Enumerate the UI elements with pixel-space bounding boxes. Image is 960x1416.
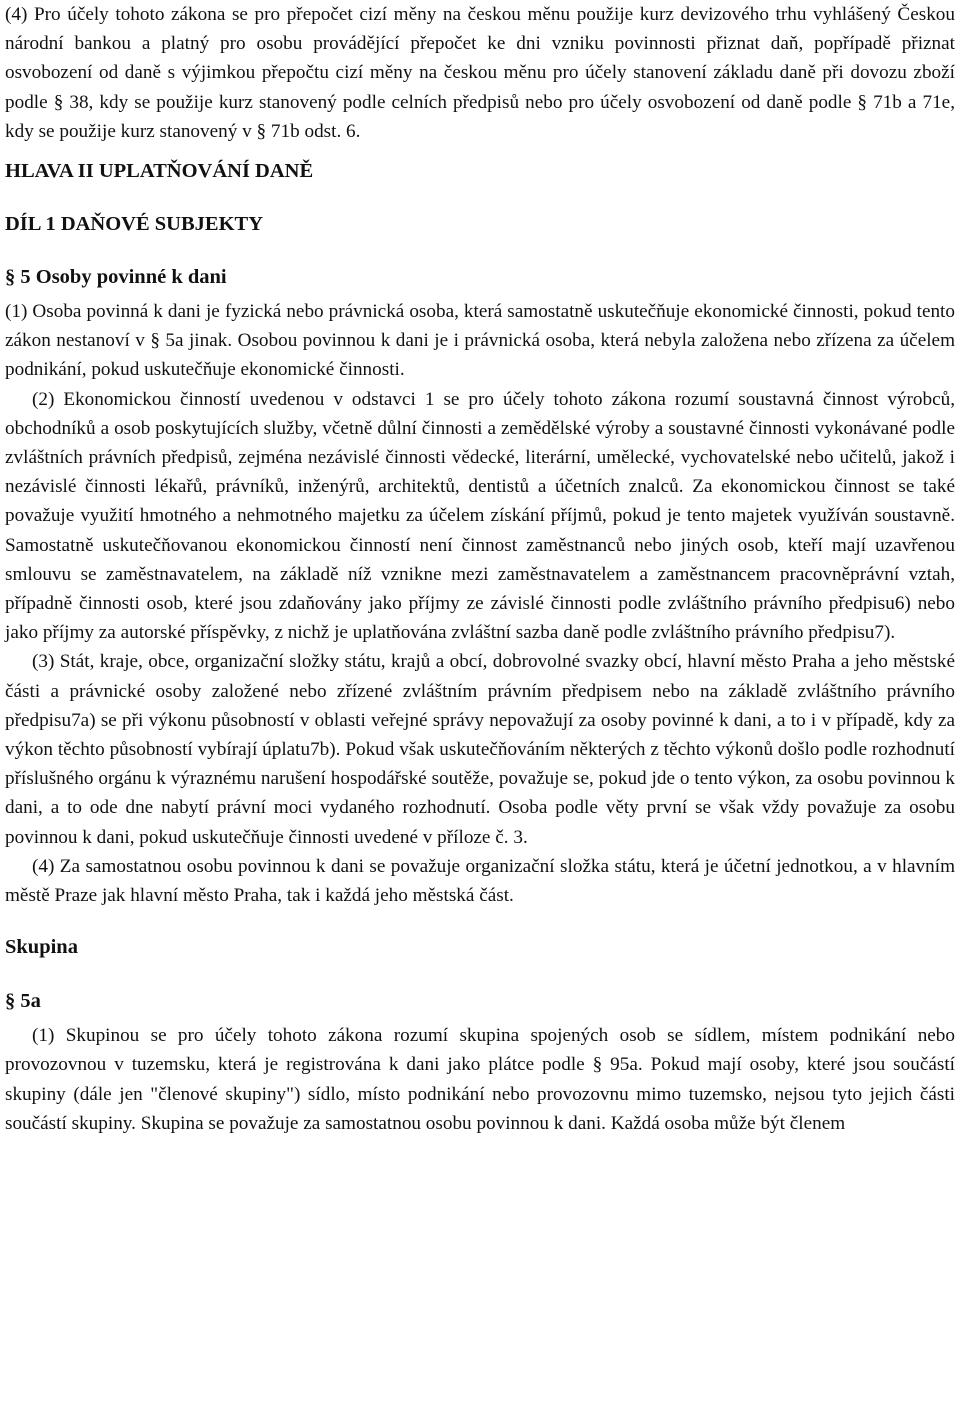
paragraph-s5-1: (1) Osoba povinná k dani je fyzická nebo právnická osoba, která samostatně uskutečňuje ekonomické činnosti, pokud tento zákon nestanoví v § 5a jinak. Osobou povinnou k dani je i právnická osoba, která nebyla založena nebo zřízena za účelem podnikání, pokud uskutečňuje ekonomické činnosti.	[5, 301, 955, 381]
paragraph-exchange-rate: (4) Pro účely tohoto zákona se pro přepočet cizí měny na českou měnu použije kurz devizového trhu vyhlášený Českou národní bankou a platný pro osobu provádějící přepočet ke dni vzniku povinnosti přiznat daň, popřípadě přiznat osvobození od daně s výjimkou přepočtu cizí měny na českou měnu pro účely stanovení základu daně při dovozu zboží podle § 38, kdy se použije kurz stanovený podle celních předpisů nebo pro účely osvobození od daně podle § 71b a 71e, kdy se použije kurz stanovený v § 71b odst. 6.	[5, 4, 955, 142]
paragraph-s5-2: (2) Ekonomickou činností uvedenou v odstavci 1 se pro účely tohoto zákona rozumí soustavná činnost výrobců, obchodníků a osob poskytujících služby, včetně důlní činnosti a zemědělské výroby a soustavné činnosti vykonávané podle zvláštních právních předpisů, zejména nezávislé činnosti vědecké, literární, umělecké, vychovatelské nebo učitelů, jakož i nezávislé činnosti lékařů, právníků, inženýrů, architektů, dentistů a účetních znalců. Za ekonomickou činnost se také považuje využití hmotného a nehmotného majetku za účelem získání příjmů, pokud je tento majetek využíván soustavně. Samostatně uskutečňovanou ekonomickou činností není činnost zaměstnanců nebo jiných osob, kteří mají uzavřenou smlouvu se zaměstnavatelem, na základě níž vznikne mezi zaměstnavatelem a zaměstnancem pracovněprávní vztah, případně činnosti osob, které jsou zdaňovány jako příjmy ze závislé činnosti podle zvláštního právního předpisu6) nebo jako příjmy za autorské příspěvky, z nichž je uplatňována zvláštní sazba daně podle zvláštního právního předpisu7).	[5, 388, 955, 644]
paragraph-s5-3: (3) Stát, kraje, obce, organizační složky státu, krajů a obcí, dobrovolné svazky obcí, hlavní město Praha a jeho městské části a právnické osoby založené nebo zřízené zvláštním právním předpisem nebo na základě zvláštního právního předpisu7a) se při výkonu působností v oblasti veřejné správy nepovažují za osoby povinné k dani, a to i v případě, kdy za výkon těchto působností vybírají úplatu7b). Pokud však uskutečňováním některých z těchto výkonů došlo podle rozhodnutí příslušného orgánu k výraznému narušení hospodářské soutěže, považuje se, pokud jde o tento výkon, za osobu povinnou k dani, a to ode dne nabytí právní moci vydaného rozhodnutí. Osoba podle věty první se však vždy považuje za osobu povinnou k dani, pokud uskutečňuje činnosti uvedené v příloze č. 3.	[5, 651, 955, 848]
heading-section-5a: § 5a	[5, 990, 41, 1013]
heading-hlava-ii: HLAVA II UPLATŇOVÁNÍ DANĚ	[5, 160, 314, 183]
heading-section-5: § 5 Osoby povinné k dani	[5, 266, 227, 289]
heading-dil-1: DÍL 1 DAŇOVÉ SUBJEKTY	[5, 213, 264, 236]
document-page	[5, 0, 955, 1138]
paragraph-s5-4: (4) Za samostatnou osobu povinnou k dani se považuje organizační složka státu, která je účetní jednotkou, a v hlavním městě Praze jak hlavní město Praha, tak i každá jeho městská část.	[5, 855, 955, 907]
paragraph-s5a-1: (1) Skupinou se pro účely tohoto zákona rozumí skupina spojených osob se sídlem, místem podnikání nebo provozovnou v tuzemsku, která je registrována k dani jako plátce podle § 95a. Pokud mají osoby, které jsou součástí skupiny (dále jen "členové skupiny") sídlo, místo podnikání nebo provozovnu mimo tuzemsko, nejsou tyto jejich části součástí skupiny. Skupina se považuje za samostatnou osobu povinnou k dani. Každá osoba může být členem	[5, 1025, 955, 1134]
heading-skupina: Skupina	[5, 936, 78, 959]
